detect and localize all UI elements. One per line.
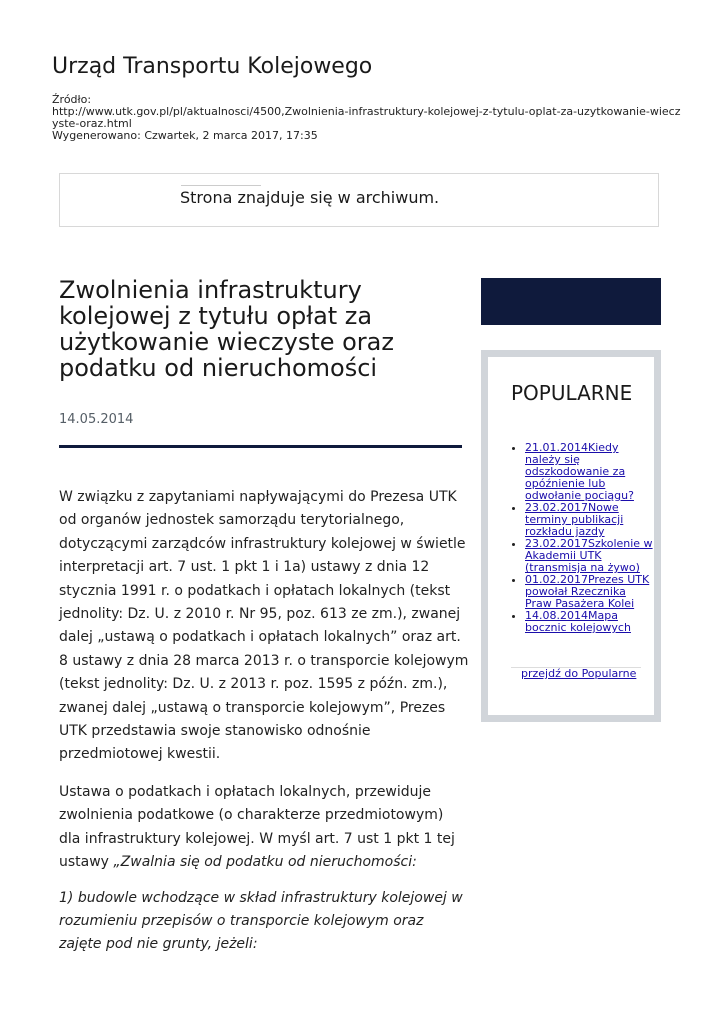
popular-panel (481, 350, 661, 722)
title-divider (59, 445, 462, 448)
archive-text: Strona znajduje się w archiwum. (180, 188, 440, 207)
source-label: Źródło: (52, 93, 92, 106)
popular-item (525, 538, 655, 574)
popular-item (525, 442, 655, 502)
popular-link[interactable]: 23.02.2017Szkolenie w Akademii UTK (transmisja na żywo) (525, 537, 653, 574)
popular-heading: POPULARNE (511, 381, 633, 405)
archive-divider (181, 185, 261, 186)
paragraph-2-text: Ustawa o podatkach i opłatach lokalnych, przewiduje zwolnienia podatkowe (o charakterze przedmiotowym) dla infrastruktury kolejowej. W myśl art. 7 ust 1 pkt 1 tej ustawy (59, 783, 455, 871)
popular-item (525, 610, 655, 634)
paragraph-3-quote: 1) budowle wchodzące w skład infrastruktury kolejowej w rozumieniu przepisów o transporcie kolejowym oraz zajęte pod nie grunty, jeżeli: (59, 889, 463, 953)
more-popular-link[interactable]: przejdź do Popularne (521, 667, 637, 680)
popular-link[interactable]: 23.02.2017Nowe terminy publikacji rozkładu jazdy (525, 501, 624, 538)
article-paragraph-2 (59, 781, 469, 875)
paragraph-2-quote: „Zwalnia się od podatku od nieruchomości: (113, 854, 417, 871)
article-title: Zwolnienia infrastruktury kolejowej z tytułu opłat za użytkowanie wieczyste oraz podatku od nieruchomości (59, 276, 394, 382)
generated-date: Wygenerowano: Czwartek, 2 marca 2017, 17:35 (52, 129, 318, 142)
article-paragraph-1: W związku z zapytaniami napływającymi do Prezesa UTK od organów jednostek samorządu terytorialnego, dotyczącymi zarządców infrastruktury kolejowej w świetle interpretacji art. 7 ust. 1 pkt 1 i 1a) ustawy z dnia 12 stycznia 1991 r. o podatkach i opłatach lokalnych (tekst jednolity: Dz. U. z 2010 r. Nr 95, poz. 613 ze zm.), zwanej dalej „ustawą o podatkach i opłatach lokalnych” oraz art. 8 ustawy z dnia 28 marca 2013 r. o transporcie kolejowym (tekst jednolity: Dz. U. z 2013 r. poz. 1595 z późn. zm.), zwanej dalej „ustawą o transporcie kolejowym”, Prezes UTK przedstawia swoje stanowisko odnośnie przedmiotowej kwestii. (59, 489, 469, 763)
popular-item (525, 502, 655, 538)
popular-list (511, 442, 655, 634)
source-info (52, 94, 682, 142)
popular-link[interactable]: 01.02.2017Prezes UTK powołał Rzecznika Praw Pasażera Kolei (525, 573, 650, 610)
source-url: http://www.utk.gov.pl/pl/aktualnosci/4500,Zwolnienia-infrastruktury-kolejowej-z-tytulu-oplat-za-uzytkowanie-wieczyste-oraz.html (52, 105, 681, 130)
article-body (59, 486, 469, 971)
sidebar-banner (481, 278, 661, 325)
article-paragraph-3 (59, 887, 469, 957)
popular-link[interactable]: 21.01.2014Kiedy należy się odszkodowanie za opóźnienie lub odwołanie pociągu? (525, 441, 634, 502)
popular-link[interactable]: 14.08.2014Mapa bocznic kolejowych (525, 609, 631, 634)
popular-item (525, 574, 655, 610)
article-date: 14.05.2014 (59, 412, 134, 427)
archive-notice (59, 173, 659, 227)
site-title: Urząd Transportu Kolejowego (52, 54, 373, 79)
